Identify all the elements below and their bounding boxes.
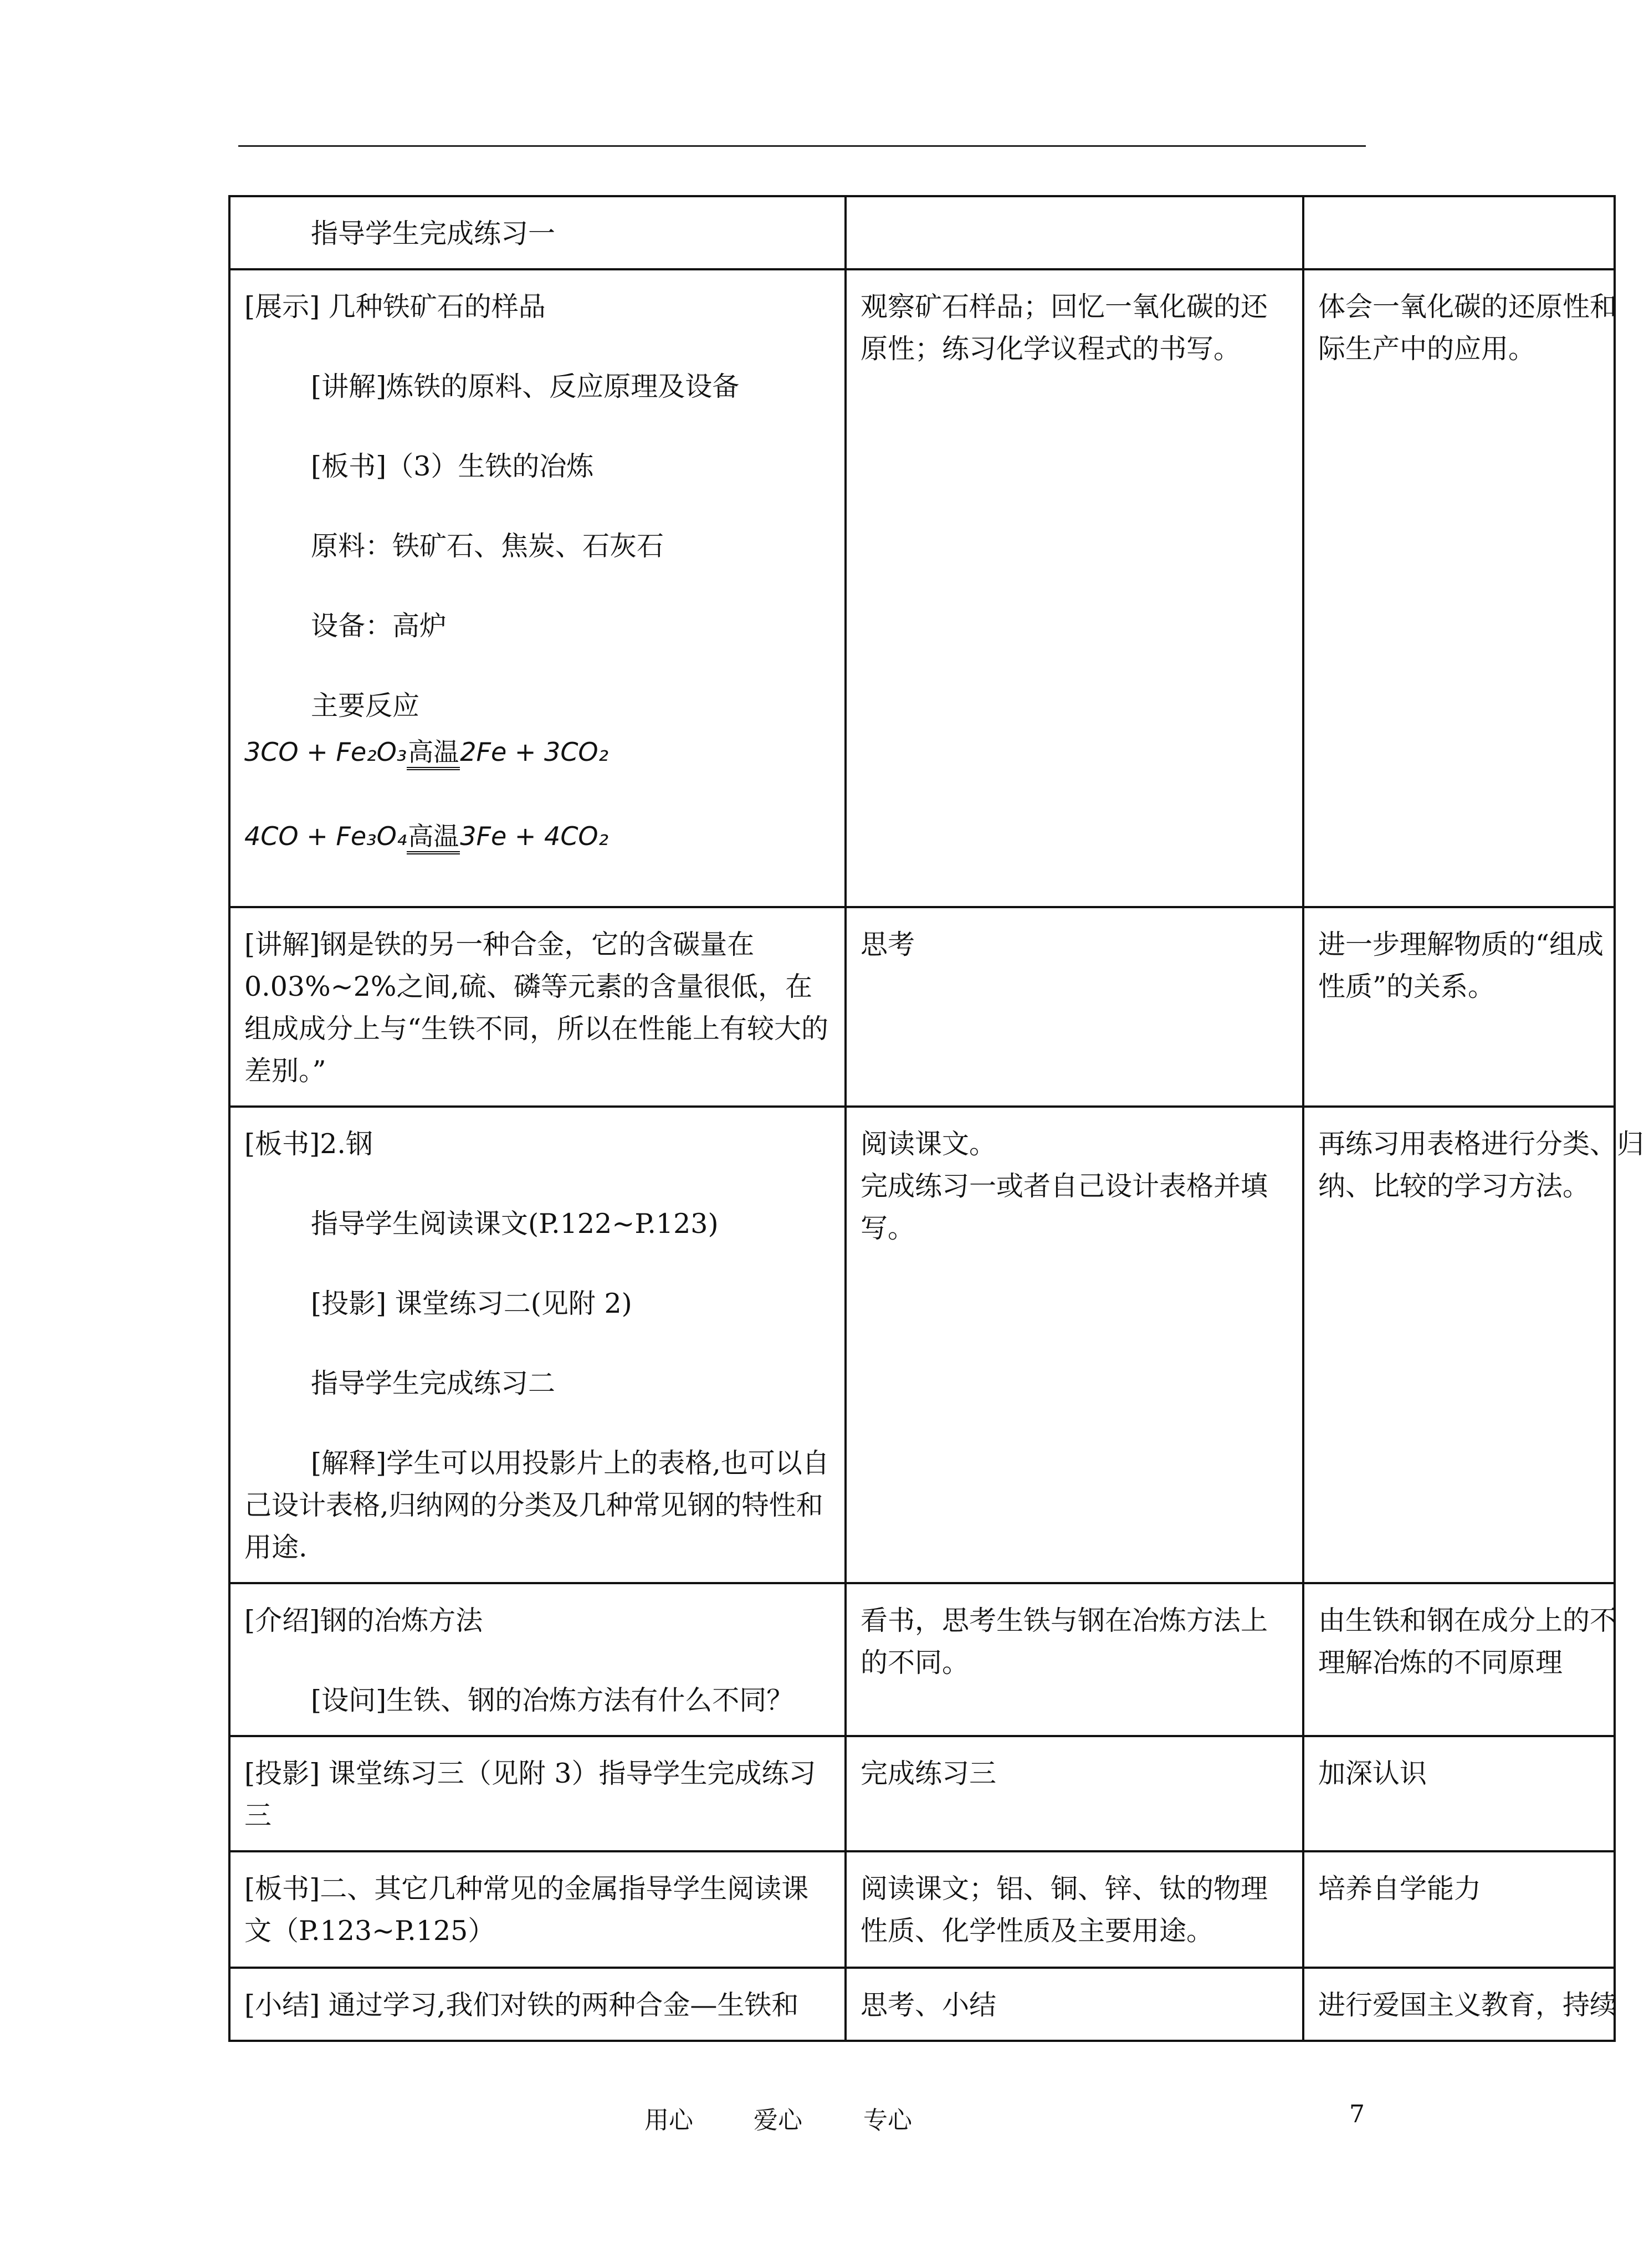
cell-text: 完成练习三 (861, 1758, 997, 1789)
teacher-activity-cell (229, 196, 846, 269)
design-intent-cell (1303, 907, 1615, 1107)
cell-text: [讲解]钢是铁的另一种合金，它的含碳量在0.03%~2%之间,硫、磷等元素的含量很低，在组成成分上与“生铁不同，所以在性能上有较大的差别。” (244, 929, 829, 1087)
lesson-plan-table (228, 195, 1644, 2042)
design-intent-cell (1303, 1107, 1644, 1583)
cell-line: [介绍]钢的冶炼方法 (244, 1605, 483, 1636)
design-intent-cell (1303, 1583, 1615, 1736)
cell-line: [讲解]炼铁的原料、反应原理及设备 (311, 371, 740, 402)
teacher-activity-cell (229, 907, 846, 1107)
student-activity-cell (846, 196, 1303, 269)
cell-line: 性质”的关系。 (1318, 971, 1496, 1002)
cell-text: [小结] 通过学习,我们对铁的两种合金—生铁和 (244, 1989, 799, 2021)
cell-line: 设备：高炉 (311, 610, 447, 642)
student-activity-cell (846, 1107, 1303, 1583)
cell-line: 加深认识 (1318, 1758, 1427, 1789)
design-intent-cell (1303, 1736, 1615, 1851)
cell-text: 阅读课文；铝、铜、锌、钛的物理性质、化学性质及主要用途。 (861, 1873, 1268, 1947)
cell-line: 进行爱国主义教育，持续 (1318, 1989, 1617, 2021)
student-activity-cell (846, 907, 1303, 1107)
teacher-activity-cell (229, 1583, 846, 1736)
reaction-condition: 高温 (407, 821, 460, 854)
cell-line: 指导学生完成练习一 (311, 218, 556, 249)
cell-line: [展示] 几种铁矿石的样品 (244, 291, 546, 322)
student-activity-cell (846, 1583, 1303, 1736)
reaction-equation: 3CO + Fe₂O₃高温2Fe + 3CO₂ (244, 733, 836, 771)
cell-line: 体会一氧化碳的还原性和 (1318, 291, 1617, 322)
teacher-activity-cell (229, 269, 846, 907)
cell-line: 完成练习一或者自己设计表格并填写。 (861, 1170, 1268, 1244)
page-number: 7 (1349, 2100, 1365, 2128)
table-row (229, 1968, 1615, 2041)
reaction-condition: 高温 (407, 737, 460, 770)
table-row (229, 1736, 1615, 1851)
cell-text: [板书]二、其它几种常见的金属指导学生阅读课文（P.123~P.125） (244, 1873, 809, 1947)
cell-text: 思考 (861, 929, 915, 960)
design-intent-cell (1303, 196, 1615, 269)
design-intent-cell (1303, 1968, 1615, 2041)
cell-line: 再练习用表格进行分类、归 (1318, 1128, 1644, 1160)
design-intent-cell (1303, 1851, 1615, 1968)
footer-motto: 爱心 (754, 2106, 802, 2134)
teacher-activity-cell (229, 1736, 846, 1851)
cell-line: 指导学生完成练习二 (311, 1368, 556, 1399)
student-activity-cell (846, 269, 1303, 907)
table-row (229, 1583, 1615, 1736)
cell-text: 思考、小结 (861, 1989, 997, 2021)
header-rule (238, 145, 1366, 147)
cell-line: 际生产中的应用。 (1318, 333, 1536, 365)
cell-line: 阅读课文。 (861, 1128, 997, 1160)
table-row (229, 1851, 1615, 1968)
teacher-activity-cell (229, 1968, 846, 2041)
footer-motto: 用心 (644, 2106, 693, 2134)
cell-line: 主要反应 (311, 690, 420, 721)
teacher-activity-cell (229, 1851, 846, 1968)
cell-text: 看书，思考生铁与钢在冶炼方法上的不同。 (861, 1605, 1268, 1678)
table-row (229, 1107, 1615, 1583)
reaction-equation: 4CO + Fe₃O₄高温3Fe + 4CO₂ (244, 817, 836, 856)
cell-line: [板书]（3）生铁的冶炼 (311, 450, 594, 482)
cell-line: 纳、比较的学习方法。 (1318, 1170, 1590, 1202)
student-activity-cell (846, 1736, 1303, 1851)
design-intent-cell (1303, 269, 1615, 907)
cell-line: 指导学生阅读课文(P.122~P.123) (311, 1208, 719, 1240)
cell-line: 原料：铁矿石、焦炭、石灰石 (311, 530, 664, 562)
cell-line: 进一步理解物质的“组成 (1318, 929, 1604, 960)
cell-line: 理解冶炼的不同原理 (1318, 1647, 1563, 1678)
cell-line: [设问]生铁、钢的冶炼方法有什么不同？ (311, 1685, 794, 1716)
table-row (229, 196, 1615, 269)
table-row (229, 907, 1615, 1107)
cell-text: 观察矿石样品；回忆一氧化碳的还原性；练习化学议程式的书写。 (861, 291, 1268, 365)
cell-line: [板书]2.钢 (244, 1128, 373, 1160)
footer-motto: 专心 (863, 2106, 912, 2134)
cell-text: [解释]学生可以用投影片上的表格,也可以自己设计表格,归纳网的分类及几种常见钢的特性和用途. (244, 1447, 829, 1563)
student-activity-cell (846, 1851, 1303, 1968)
cell-line: 培养自学能力 (1318, 1873, 1482, 1904)
cell-line: 由生铁和钢在成分上的不 (1318, 1605, 1617, 1636)
cell-text: [投影] 课堂练习三（见附 3）指导学生完成练习三 (244, 1758, 816, 1831)
cell-line: [投影] 课堂练习二(见附 2) (311, 1288, 632, 1319)
student-activity-cell (846, 1968, 1303, 2041)
teacher-activity-cell (229, 1107, 846, 1583)
table-row (229, 269, 1615, 907)
